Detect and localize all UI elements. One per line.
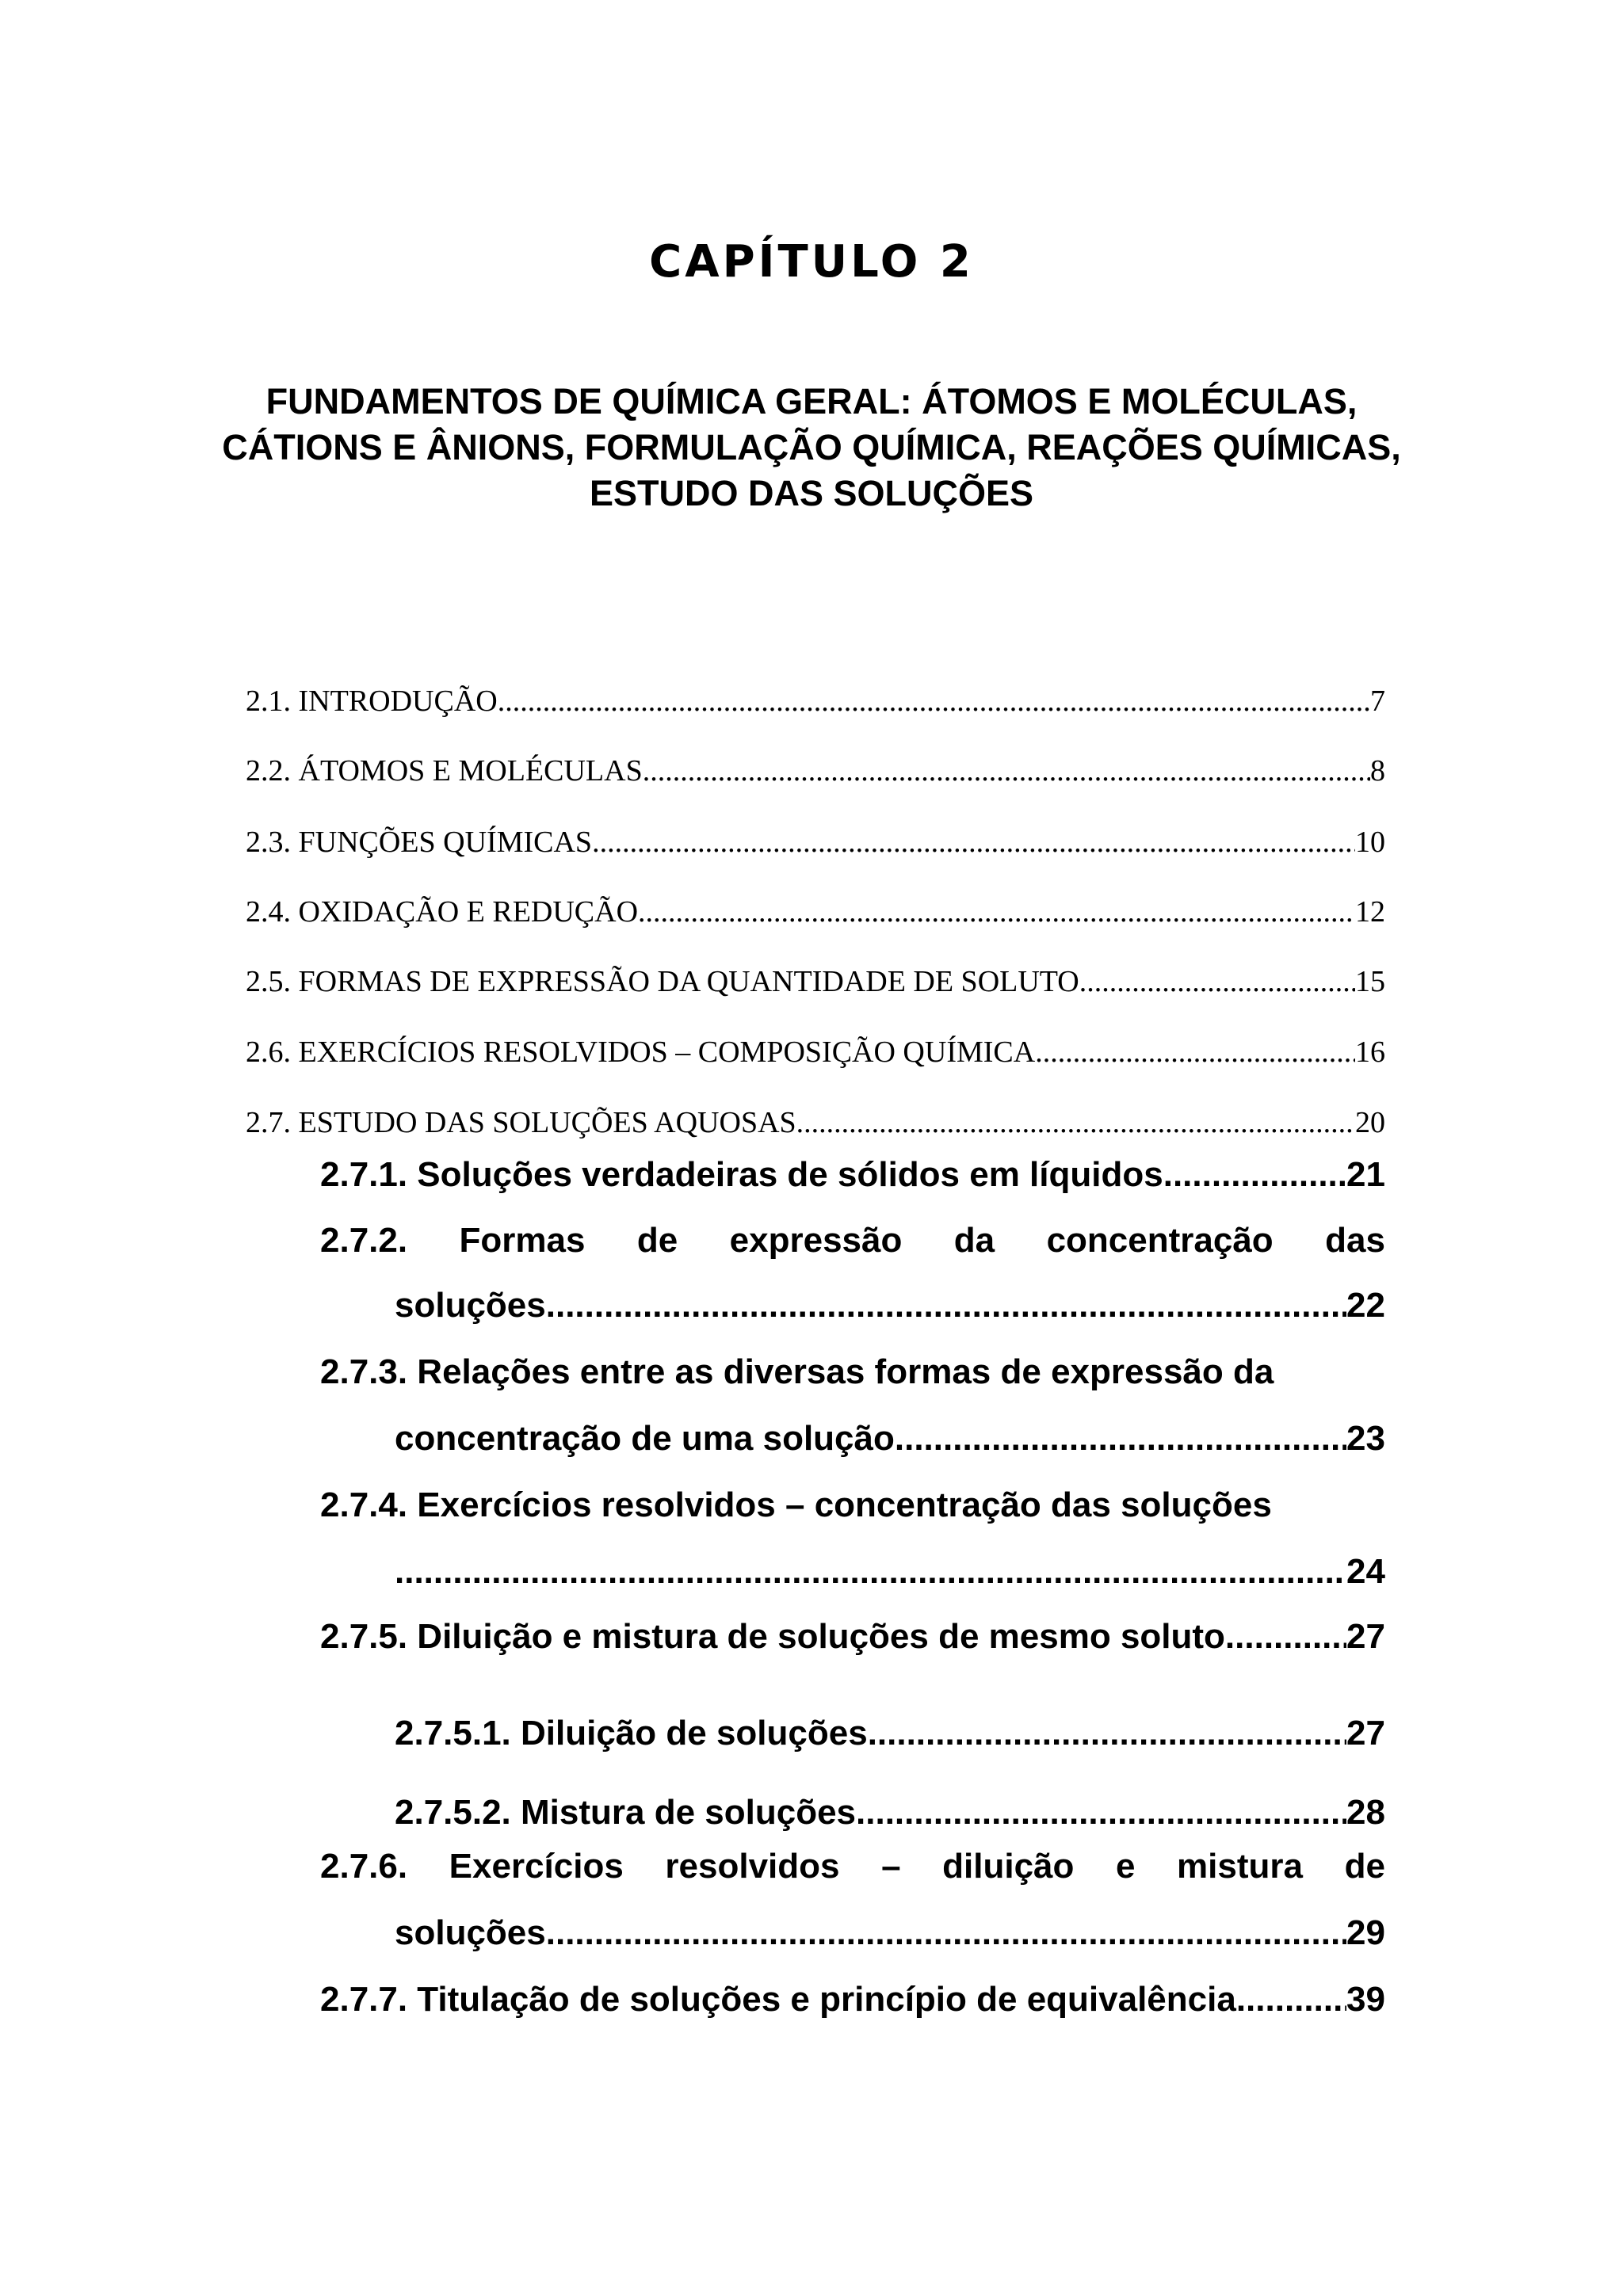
toc-word: 2.7.6. (320, 1847, 408, 1886)
dot-leader (546, 1911, 1346, 1955)
toc-word: Exercícios (449, 1847, 624, 1886)
toc-entry-label: 2.5. FORMAS DE EXPRESSÃO DA QUANTIDADE DE SOLUTO (246, 965, 1079, 998)
toc-page-number: 22 (1346, 1286, 1385, 1325)
toc-page-number: 23 (1346, 1419, 1385, 1458)
toc-entry-2-7-7[interactable] (320, 1978, 1385, 2022)
toc-entry-2-7-3-heading[interactable] (320, 1350, 1385, 1394)
toc-word: de (1344, 1847, 1385, 1886)
dot-leader (1236, 1978, 1346, 2022)
toc-entry-2-5[interactable] (246, 963, 1385, 1000)
toc-entry-label: 2.6. EXERCÍCIOS RESOLVIDOS – COMPOSIÇÃO QUÍMICA (246, 1035, 1036, 1069)
toc-entry-2-7-6-continuation[interactable] (395, 1911, 1385, 1955)
toc-word: concentração (1046, 1221, 1274, 1260)
toc-word: e (1115, 1847, 1136, 1886)
toc-page-number: 27 (1346, 1714, 1385, 1753)
dot-leader (1035, 1034, 1355, 1070)
toc-word: resolvidos (665, 1847, 840, 1886)
chapter-title: FUNDAMENTOS DE QUÍMICA GERAL: ÁTOMOS E MOLÉCULAS, CÁTIONS E ÂNIONS, FORMULAÇÃO QUÍMICA, REAÇÕES QUÍMICAS, ESTUDO DAS SOLUÇÕES (222, 381, 1401, 513)
dot-leader (868, 1711, 1346, 1756)
toc-entry-label: 2.7.4. Exercícios resolvidos – concentração das soluções (320, 1486, 1272, 1524)
toc-page-number: 39 (1346, 1980, 1385, 2019)
toc-entry-label: 2.7.1. Soluções verdadeiras de sólidos em líquidos (320, 1155, 1163, 1194)
dot-leader (638, 894, 1355, 930)
toc-page-number: 21 (1346, 1155, 1385, 1194)
toc-page-number: 8 (1370, 754, 1385, 788)
toc-entry-2-7-2-continuation[interactable] (395, 1283, 1385, 1328)
toc-page-number: 15 (1355, 965, 1385, 998)
toc-page-number: 10 (1355, 826, 1385, 859)
toc-page-number: 24 (1346, 1552, 1385, 1591)
toc-word: – (881, 1847, 901, 1886)
toc-word: expressão (729, 1221, 903, 1260)
toc-entry-2-7-2-heading[interactable] (320, 1219, 1385, 1263)
dot-leader (895, 1417, 1346, 1461)
toc-entry-2-3[interactable] (246, 824, 1385, 860)
toc-entry-label: 2.7.3. Relações entre as diversas formas de expressão da (320, 1352, 1274, 1391)
toc-entry-2-6[interactable] (246, 1034, 1385, 1070)
dot-leader (796, 1104, 1355, 1141)
chapter-label: CAPÍTULO 2 (649, 236, 974, 288)
toc-page-number: 29 (1346, 1913, 1385, 1952)
toc-entry-2-7-6-heading[interactable] (320, 1844, 1385, 1889)
toc-entry-label: soluções (395, 1913, 546, 1952)
toc-entry-2-7-4-heading[interactable] (320, 1483, 1385, 1527)
toc-entry-2-2[interactable] (246, 753, 1385, 789)
dot-leader (1079, 963, 1355, 1000)
toc-page-number: 7 (1370, 685, 1385, 718)
toc-word: diluição (942, 1847, 1075, 1886)
dot-leader (1225, 1615, 1346, 1659)
toc-entry-label: 2.1. INTRODUÇÃO (246, 685, 498, 718)
toc-entry-2-7-1[interactable] (320, 1153, 1385, 1197)
toc-entry-2-7-5[interactable] (320, 1615, 1385, 1659)
toc-entry-2-4[interactable] (246, 894, 1385, 930)
dot-leader (395, 1550, 1346, 1594)
toc-entry-label: 2.7.7. Titulação de soluções e princípio de equivalência (320, 1980, 1236, 2019)
toc-entry-label: 2.3. FUNÇÕES QUÍMICAS (246, 826, 593, 859)
toc-entry-label: 2.2. ÁTOMOS E MOLÉCULAS (246, 754, 643, 788)
toc-entry-label: 2.7. ESTUDO DAS SOLUÇÕES AQUOSAS (246, 1106, 796, 1139)
dot-leader (546, 1283, 1346, 1328)
dot-leader (1163, 1153, 1346, 1197)
dot-leader (498, 683, 1370, 719)
toc-entry-2-7-5-2[interactable] (395, 1791, 1385, 1835)
toc-entry-2-7-4-continuation[interactable] (395, 1550, 1385, 1594)
toc-page-number: 12 (1355, 895, 1385, 929)
toc-word: da (953, 1221, 995, 1260)
toc-word: mistura (1177, 1847, 1303, 1886)
dot-leader (643, 753, 1370, 789)
toc-word: de (636, 1221, 678, 1260)
dot-leader (856, 1791, 1346, 1835)
toc-word: 2.7.2. (320, 1221, 408, 1260)
toc-entry-2-7-3-continuation[interactable] (395, 1417, 1385, 1461)
toc-entry-label: 2.7.5.2. Mistura de soluções (395, 1793, 857, 1832)
toc-page-number: 20 (1355, 1106, 1385, 1139)
toc-entry-label: 2.4. OXIDAÇÃO E REDUÇÃO (246, 895, 639, 929)
toc-entry-label: 2.7.5. Diluição e mistura de soluções de mesmo soluto (320, 1617, 1225, 1656)
toc-entry-2-7-5-1[interactable] (395, 1711, 1385, 1756)
toc-entry-label: soluções (395, 1286, 546, 1325)
toc-word: Formas (459, 1221, 586, 1260)
toc-entry-2-1[interactable] (246, 683, 1385, 719)
toc-word: das (1325, 1221, 1385, 1260)
toc-page-number: 16 (1355, 1035, 1385, 1069)
toc-entry-label: concentração de uma solução (395, 1419, 895, 1458)
toc-page-number: 27 (1346, 1617, 1385, 1656)
toc-entry-2-7[interactable] (246, 1104, 1385, 1141)
dot-leader (592, 824, 1355, 860)
toc-entry-label: 2.7.5.1. Diluição de soluções (395, 1714, 868, 1753)
toc-page-number: 28 (1346, 1793, 1385, 1832)
